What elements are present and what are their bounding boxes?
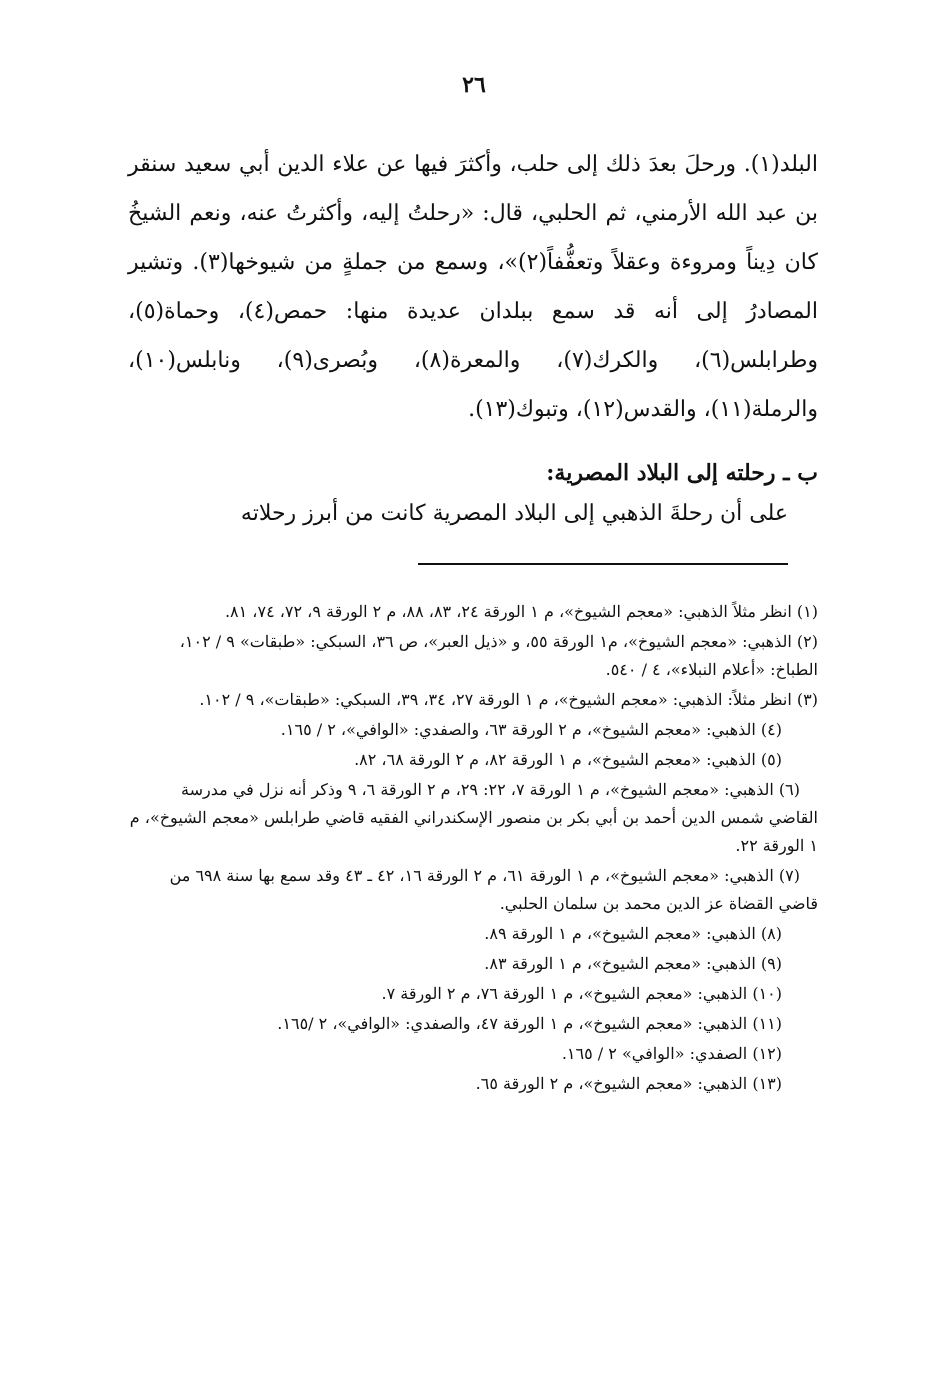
- footnote-7: (٧) الذهبي: «معجم الشيوخ»، م ١ الورقة ٦١، م ٢ الورقة ١٦، ٤٢ ـ ٤٣ وقد سمع بها سنة ٦٩٨ من قاضي القضاة عز الدين محمد بن سلمان الحلبي.: [169, 866, 818, 913]
- body-paragraph: البلد(١). ورحلَ بعدَ ذلك إلى حلب، وأكثرَ فيها عن علاء الدين أبي سعيد سنقر بن عبد الله الأرمني، ثم الحلبي، قال: «رحلتُ إليه، وأكثرتُ عنه، ونعم الشيخُ كان دِيناً ومروءة وعقلاً وتعفُّفاً(٢)»، وسمع من جملةٍ من شيوخها(٣). وتشير المصادرُ إلى أنه قد سمع ببلدان عديدة منها: حمص(٤)، وحماة(٥)، وطرابلس(٦)، والكرك(٧)، والمعرة(٨)، وبُصرى(٩)، ونابلس(١٠)، والرملة(١١)، والقدس(١٢)، وتبوك(١٣).: [128, 152, 819, 422]
- footnote-1: (١) انظر مثلاً الذهبي: «معجم الشيوخ»، م ١ الورقة ٢٤، ٨٣، ٨٨، م ٢ الورقة ٩، ٧٢، ٧٤، ٨١.: [224, 602, 818, 621]
- footnote-8: (٨) الذهبي: «معجم الشيوخ»، م ١ الورقة ٨٩.: [484, 924, 782, 943]
- footnote-divider: [418, 563, 788, 565]
- page-number: ٢٦: [462, 72, 486, 98]
- footnote-5: (٥) الذهبي: «معجم الشيوخ»، م ١ الورقة ٨٢، م ٢ الورقة ٦٨، ٨٢.: [354, 750, 782, 769]
- footnote-10: (١٠) الذهبي: «معجم الشيوخ»، م ١ الورقة ٧٦، م ٢ الورقة ٧.: [381, 984, 782, 1003]
- footnote-13: (١٣) الذهبي: «معجم الشيوخ»، م ٢ الورقة ٦٥.: [475, 1074, 782, 1093]
- footnote-3: (٣) انظر مثلاً: الذهبي: «معجم الشيوخ»، م ١ الورقة ٢٧، ٣٤، ٣٩، السبكي: «طبقات»، ٩ / ١٠٢.: [199, 690, 818, 709]
- section-heading: ب ـ رحلته إلى البلاد المصرية:: [546, 460, 818, 486]
- footnote-11: (١١) الذهبي: «معجم الشيوخ»، م ١ الورقة ٤٧، والصفدي: «الوافي»، ٢ /١٦٥.: [277, 1014, 782, 1033]
- footnote-9: (٩) الذهبي: «معجم الشيوخ»، م ١ الورقة ٨٣.: [484, 954, 782, 973]
- footnotes: [128, 598, 818, 1100]
- footnote-2: (٢) الذهبي: «معجم الشيوخ»، م١ الورقة ٥٥، و «ذيل العبر»، ص ٣٦، السبكي: «طبقات» ٩ / ١٠٢، الطباخ: «أعلام النبلاء»، ٤ / ٥٤٠.: [179, 632, 818, 679]
- main-text: [128, 140, 818, 434]
- footnote-4: (٤) الذهبي: «معجم الشيوخ»، م ٢ الورقة ٦٣، والصفدي: «الوافي»، ٢ / ١٦٥.: [280, 720, 782, 739]
- footnote-6: (٦) الذهبي: «معجم الشيوخ»، م ١ الورقة ٧، ٢٢: ٢٩، م ٢ الورقة ٦، ٩ وذكر أنه نزل في مدرسة القاضي شمس الدين أحمد بن أبي بكر بن منصور الإسكندراني الفقيه قاضي طرابلس «معجم الشيوخ»، م ١ الورقة ٢٢.: [129, 780, 818, 855]
- section-text: على أن رحلةَ الذهبي إلى البلاد المصرية كانت من أبرز رحلاته: [240, 501, 788, 526]
- footnote-12: (١٢) الصفدي: «الوافي» ٢ / ١٦٥.: [561, 1044, 782, 1063]
